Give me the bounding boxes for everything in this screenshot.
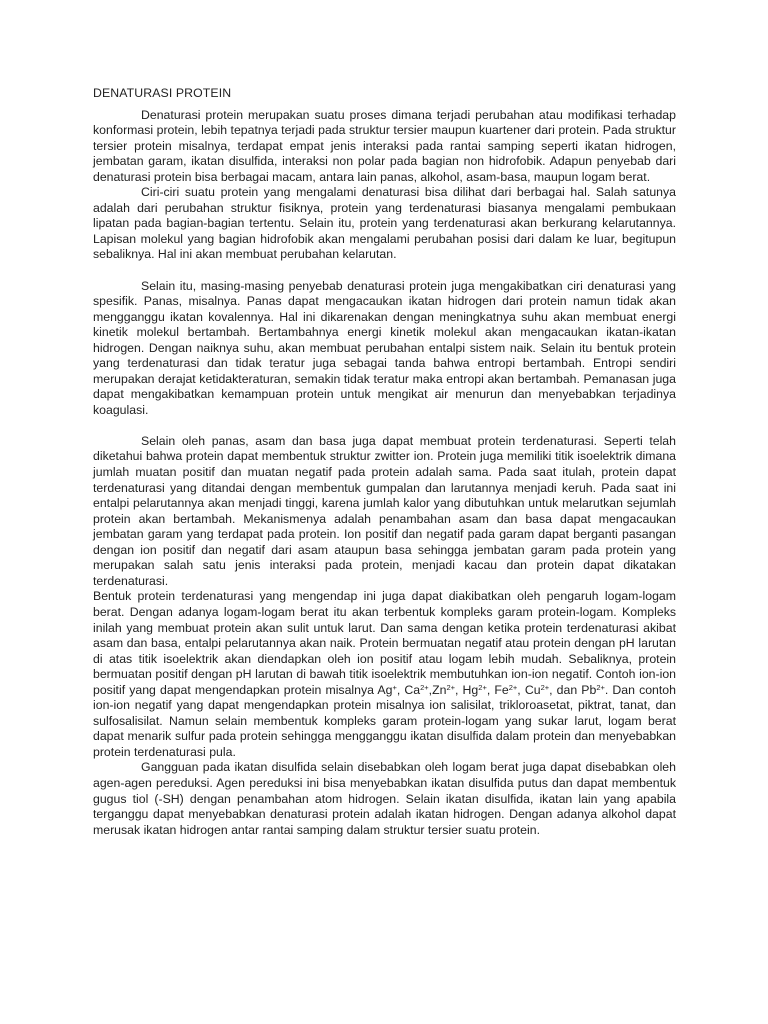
ion-separator: ,Zn bbox=[428, 682, 447, 697]
ion-separator: . bbox=[604, 682, 613, 697]
ion-charge: 2+ bbox=[420, 682, 429, 692]
ion-separator: , bbox=[396, 682, 405, 697]
ion-separator: , dan bbox=[549, 682, 582, 697]
paragraph-heavy-metals bbox=[93, 589, 676, 760]
ion-symbol: Pb bbox=[581, 682, 597, 697]
paragraph-characteristics: Ciri-ciri suatu protein yang mengalami denaturasi bisa dilihat dari berbagai hal. Salah satunya adalah dari perubahan struktur fisiknya, protein yang terdenaturasi biasanya mengalami pembukaan lipatan pada bagian-bagian tertentu. Selain itu, protein yang terdenaturasi akan berkurang kelarutannya. Lapisan molekul yang bagian hidrofobik akan mengalami perubahan posisi dari dalam ke luar, begitupun sebaliknya. Hal ini akan membuat perubahan kelarutan. bbox=[93, 185, 676, 262]
ion-symbol: Cu bbox=[524, 682, 541, 697]
ion-symbol: Ag bbox=[377, 682, 393, 697]
ion-symbol: Fe bbox=[494, 682, 509, 697]
heavy-metals-text-part1: Bentuk protein terdenaturasi yang mengendap ini juga dapat diakibatkan oleh pengaruh logam-logam berat. Dengan adanya logam-logam berat itu akan terbentuk kompleks garam protein-logam. Kompleks inilah yang membuat protein akan sulit untuk larut. Dan sama dengan ketika protein terdenaturasi akibat asam dan basa, entalpi pelarutannya akan naik. Protein bermuatan negatif atau protein dengan pH larutan di atas titik isoelektrik akan diendapkan oleh ion positif atau logam lebih mudah. Sebaliknya, protein bermuatan positif dengan pH larutan di bawah titik isoelektrik membutuhkan ion-ion negatif. Contoh ion-ion positif yang dapat mengendapkan protein misalnya bbox=[93, 589, 676, 697]
ion-symbol: Hg bbox=[462, 682, 479, 697]
ion-charge: 2+ bbox=[478, 682, 487, 692]
ion-charge: 2+ bbox=[446, 682, 456, 692]
ion-separator: , bbox=[486, 682, 495, 697]
paragraph-gap bbox=[93, 418, 676, 434]
document-title: DENATURASI PROTEIN bbox=[93, 86, 232, 100]
paragraph-reducing-agents: Gangguan pada ikatan disulfida selain disebabkan oleh logam berat juga dapat disebabkan oleh agen-agen pereduksi. Agen pereduksi ini bisa menyebabkan ikatan disulfida putus dan dapat membentuk gugus tiol (-SH) dengan penambahan atom hidrogen. Selain ikatan disulfida, ikatan lain yang apabila terganggu dapat menyebabkan denaturasi protein adalah ikatan hidrogen. Dengan adanya alkohol dapat merusak ikatan hidrogen antar rantai samping dalam struktur tersier suatu protein. bbox=[93, 760, 676, 837]
ion-charge: + bbox=[392, 682, 397, 692]
paragraph-definition: Denaturasi protein merupakan suatu proses dimana terjadi perubahan atau modifikasi terhadap konformasi protein, lebih tepatnya terjadi pada struktur tersier maupun kuartener dari protein. Pada struktur tersier protein misalnya, terdapat empat jenis interaksi pada rantai samping seperti ikatan hidrogen, jembatan garam, ikatan disulfida, interaksi non polar pada bagian non hidrofobik. Adapun penyebab dari denaturasi protein bisa berbagai macam, antara lain panas, alkohol, asam-basa, maupun logam berat. bbox=[93, 107, 676, 184]
ion-symbol: Ca bbox=[404, 682, 421, 697]
document-page bbox=[93, 86, 676, 838]
ion-charge: 2+ bbox=[540, 682, 550, 692]
heavy-metals-text-part2: Dan contoh ion-ion negatif yang dapat mengendapkan protein misalnya ion salisilat, trikloroasetat, piktrat, tanat, dan sulfosalisilat. Namun selain membentuk kompleks garam protein-logam yang sukar larut, logam berat dapat menarik sulfur pada protein sehingga mengganggu ikatan disulfida dalam protein dan menyebabkan protein terdenaturasi pula. bbox=[93, 682, 676, 759]
ion-separator: , bbox=[517, 682, 525, 697]
paragraph-gap bbox=[93, 263, 676, 279]
ion-charge: 2+ bbox=[508, 682, 518, 692]
paragraph-acid-base: Selain oleh panas, asam dan basa juga dapat membuat protein terdenaturasi. Seperti telah diketahui bahwa protein dapat membentuk struktur zwitter ion. Protein juga memiliki titik isoelektrik dimana jumlah muatan positif dan muatan negatif pada protein adalah sama. Pada saat itulah, protein dapat terdenaturasi yang ditandai dengan membentuk gumpalan dan larutannya menjadi keruh. Pada saat ini entalpi pelarutannya akan menjadi tinggi, karena jumlah kalor yang dibutuhkan untuk melarutkan sejumlah protein akan bertambah. Mekanismenya adalah penambahan asam dan basa dapat mengacaukan jembatan garam yang terdapat pada protein. Ion positif dan negatif pada garam dapat berganti pasangan dengan ion positif dan negatif dari asam ataupun basa sehingga jembatan garam pada protein yang merupakan salah satu jenis interaksi pada protein, menjadi kacau dan protein dapat dikatakan terdenaturasi. bbox=[93, 433, 676, 588]
ion-charge: 2+ bbox=[596, 682, 605, 692]
metal-ion-list bbox=[377, 683, 612, 697]
paragraph-heat: Selain itu, masing-masing penyebab denaturasi protein juga mengakibatkan ciri denaturasi yang spesifik. Panas, misalnya. Panas dapat mengacaukan ikatan hidrogen dari protein namun tidak akan mengganggu ikatan kovalennya. Hal ini dikarenakan dengan meningkatnya suhu akan membuat energi kinetik molekul bertambah. Bertambahnya energi kinetik molekul akan mengacaukan ikatan-ikatan hidrogen. Dengan naiknya suhu, akan membuat perubahan entalpi sistem naik. Selain itu bentuk protein yang terdenaturasi dan tidak teratur juga sebagai tanda bahwa entropi bertambah. Entropi sendiri merupakan derajat ketidakteraturan, semakin tidak teratur maka entropi akan bertambah. Pemanasan juga dapat mengakibatkan kemampuan protein untuk mengikat air menurun dan menyebabkan terjadinya koagulasi. bbox=[93, 278, 676, 417]
ion-separator: , bbox=[455, 682, 463, 697]
